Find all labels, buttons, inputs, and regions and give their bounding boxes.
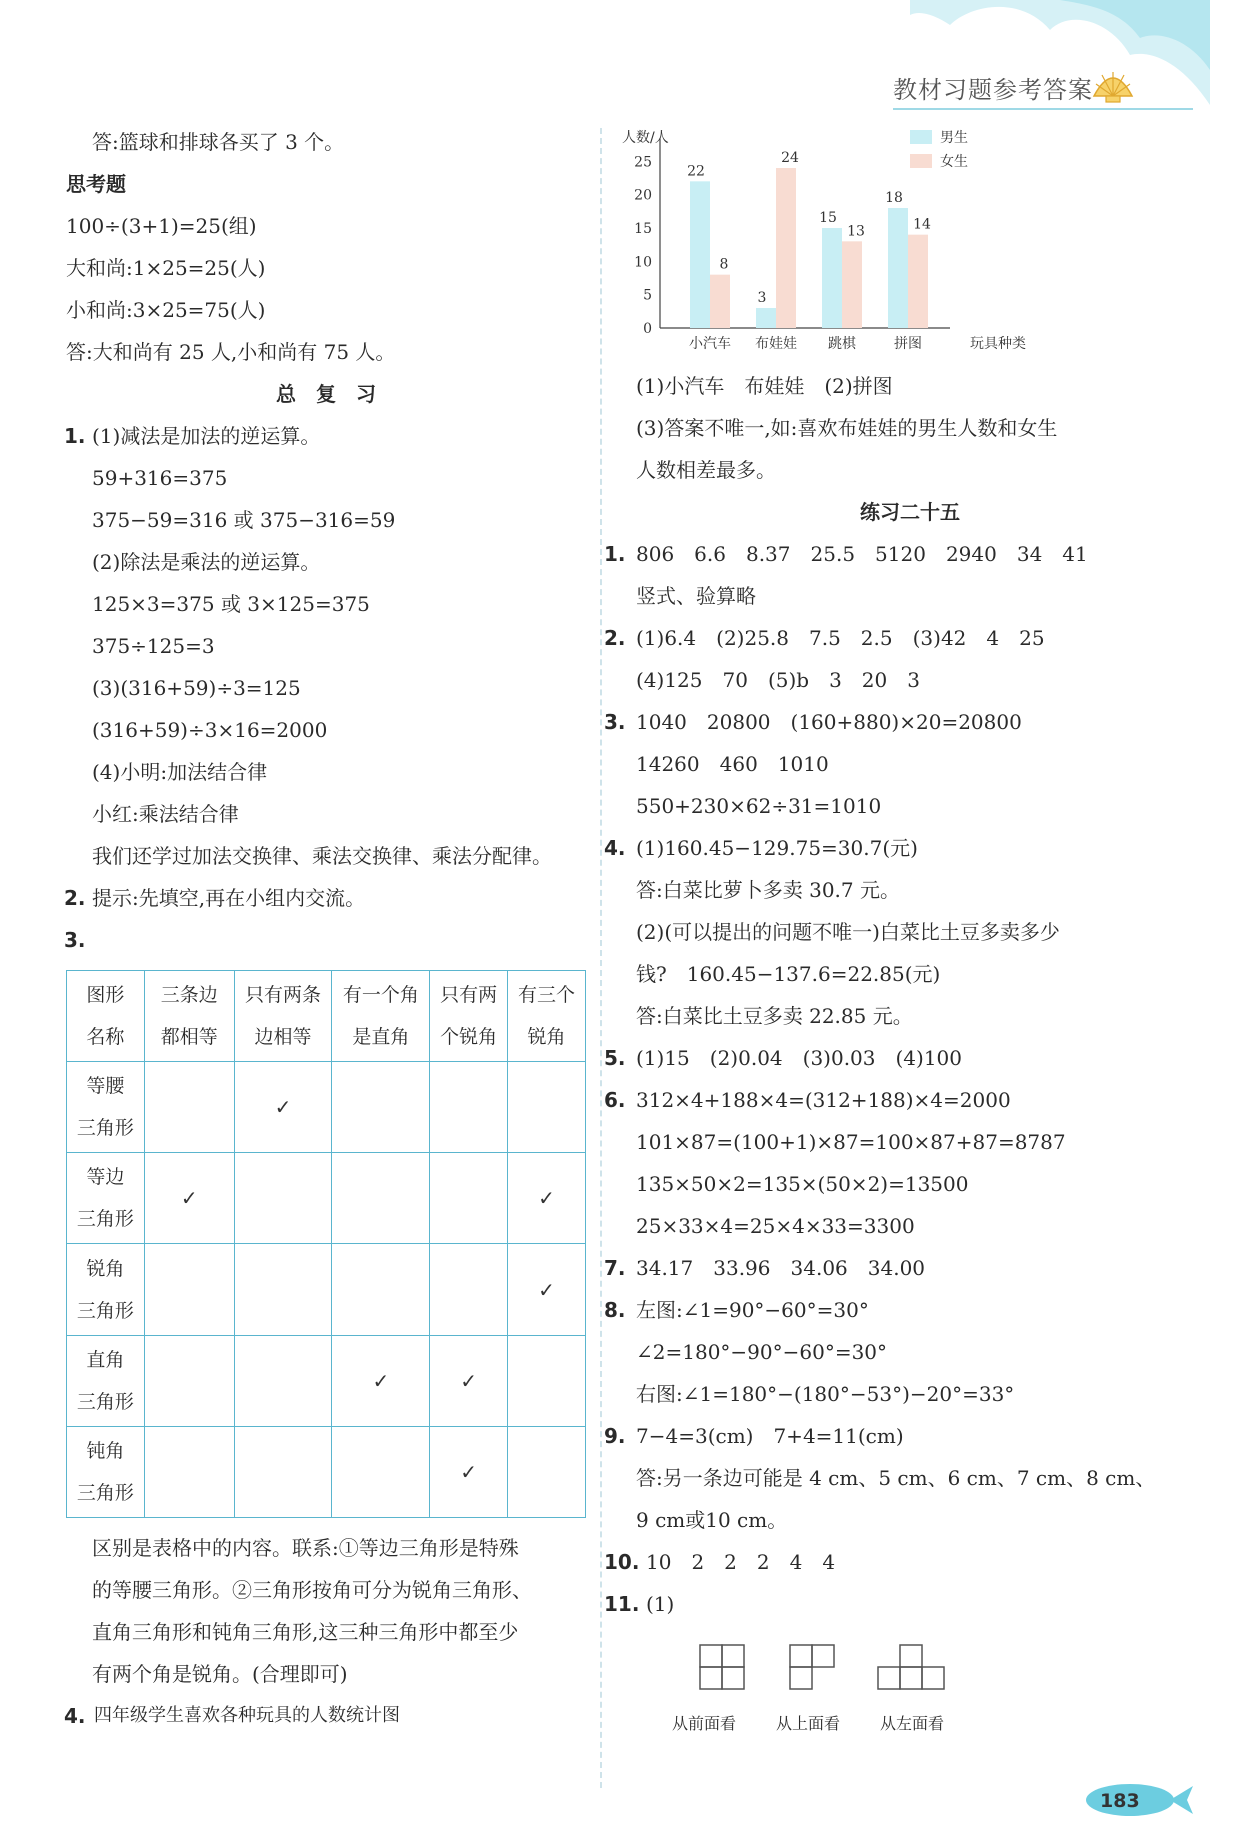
answer-line: 34.17 33.96 34.06 34.00 — [636, 1256, 926, 1280]
answer-line: ∠2=180°−90°−60°=30° — [636, 1340, 888, 1364]
question-number: 1. — [604, 542, 626, 566]
answer-line: 375÷125=3 — [92, 634, 215, 658]
answer-line: 375−59=316 或 375−316=59 — [92, 508, 396, 532]
column-divider — [600, 128, 602, 1788]
check-cell: ✓ — [430, 1335, 508, 1426]
section-heading-review: 总 复 习 — [276, 382, 376, 406]
bar-value-label: 22 — [687, 163, 705, 180]
answer-line: 我们还学过加法交换律、乘法交换律、乘法分配律。 — [92, 844, 552, 868]
y-tick-label: 0 — [643, 321, 652, 337]
view-label-left: 从左面看 — [880, 1714, 945, 1733]
bar-value-label: 18 — [885, 190, 903, 206]
check-cell — [234, 1335, 332, 1426]
bar-girls — [842, 241, 862, 328]
check-cell — [508, 1426, 586, 1517]
answer-line: (1)15 (2)0.04 (3)0.03 (4)100 — [636, 1046, 963, 1070]
answer-line: 135×50×2=135×(50×2)=13500 — [636, 1172, 969, 1196]
answer-line: 答:白菜比土豆多卖 22.85 元。 — [636, 1004, 913, 1028]
table-header-cell: 有三个 锐角 — [508, 971, 586, 1062]
check-cell — [234, 1426, 332, 1517]
check-cell — [332, 1062, 430, 1153]
bar-value-label: 3 — [757, 290, 767, 306]
y-tick-label: 20 — [634, 187, 652, 204]
check-cell: ✓ — [332, 1335, 430, 1426]
answer-line: 7−4=3(cm) 7+4=11(cm) — [636, 1424, 904, 1448]
x-tick-label: 跳棋 — [828, 336, 856, 352]
answer-line: 答:篮球和排球各买了 3 个。 — [92, 130, 345, 154]
answer-line: 312×4+188×4=(312+188)×4=2000 — [636, 1088, 1011, 1112]
answer-line: 14260 460 1010 — [636, 752, 829, 776]
answer-line: 提示:先填空,再在小组内交流。 — [92, 886, 366, 910]
bar-boys — [822, 228, 842, 328]
question-number: 9. — [604, 1424, 626, 1448]
header-underline — [893, 108, 1193, 110]
question-number: 11. — [604, 1592, 640, 1616]
answer-line: 竖式、验算略 — [636, 584, 756, 608]
table-row — [67, 1244, 586, 1335]
question-number: 5. — [604, 1046, 626, 1070]
question-number: 4. — [64, 1704, 86, 1728]
answer-line: 59+316=375 — [92, 466, 228, 490]
bar-girls — [776, 168, 796, 328]
question-number: 2. — [604, 626, 626, 650]
legend-swatch — [910, 130, 932, 144]
answer-line: 小和尚:3×25=75(人) — [66, 298, 266, 322]
legend-swatch — [910, 154, 932, 168]
question-number: 7. — [604, 1256, 626, 1280]
table-header-cell: 有一个角 是直角 — [332, 971, 430, 1062]
table-header-cell: 只有两 个锐角 — [430, 971, 508, 1062]
three-views-diagram — [690, 1625, 980, 1705]
view-label-top: 从上面看 — [776, 1714, 841, 1733]
bar-boys — [690, 181, 710, 328]
y-tick-label: 25 — [634, 154, 652, 171]
answer-line: 有两个角是锐角。(合理即可) — [92, 1662, 348, 1686]
bar-value-label: 15 — [819, 210, 837, 226]
row-name-cell: 锐角 三角形 — [67, 1244, 145, 1335]
front-view-shape — [700, 1645, 744, 1689]
bar-value-label: 14 — [913, 216, 931, 233]
table-row — [67, 1062, 586, 1153]
table-row — [67, 1335, 586, 1426]
question-number: 6. — [604, 1088, 626, 1112]
answer-line: (316+59)÷3×16=2000 — [92, 718, 328, 742]
answer-line: (2)(可以提出的问题不唯一)白菜比土豆多卖多少 — [636, 920, 1060, 944]
answer-line: 806 6.6 8.37 25.5 5120 2940 34 41 — [636, 542, 1088, 566]
answer-line: (4)125 70 (5)b 3 20 3 — [636, 668, 920, 692]
bar-value-label: 24 — [781, 150, 799, 166]
legend-label: 男生 — [940, 130, 968, 146]
check-cell — [144, 1426, 234, 1517]
answer-line: (1)160.45−129.75=30.7(元) — [636, 836, 918, 860]
answer-line: 钱? 160.45−137.6=22.85(元) — [636, 962, 941, 986]
answer-line: (1) — [646, 1592, 675, 1616]
check-cell: ✓ — [234, 1062, 332, 1153]
shell-icon — [1090, 66, 1136, 106]
page-number: 183 — [1100, 1790, 1140, 1812]
answer-line: 人数相差最多。 — [636, 458, 776, 482]
check-cell — [144, 1244, 234, 1335]
bar-girls — [710, 275, 730, 328]
answer-line: (2)除法是乘法的逆运算。 — [92, 550, 321, 574]
answer-line: 101×87=(100+1)×87=100×87+87=8787 — [636, 1130, 1066, 1154]
answer-line: 右图:∠1=180°−(180°−53°)−20°=33° — [636, 1382, 1015, 1406]
question-number: 10. — [604, 1550, 640, 1574]
check-cell — [234, 1153, 332, 1244]
answer-line: 125×3=375 或 3×125=375 — [92, 592, 370, 616]
row-name-cell: 等腰 三角形 — [67, 1062, 145, 1153]
check-cell — [332, 1153, 430, 1244]
answer-line: (3)答案不唯一,如:喜欢布娃娃的男生人数和女生 — [636, 416, 1058, 440]
header-title: 教材习题参考答案 — [893, 76, 1093, 104]
toy-preference-bar-chart — [620, 128, 1070, 368]
answer-line: (3)(316+59)÷3=125 — [92, 676, 301, 700]
answer-line: 550+230×62÷31=1010 — [636, 794, 882, 818]
answer-line: 答:大和尚有 25 人,小和尚有 75 人。 — [66, 340, 396, 364]
section-heading-exercise: 练习二十五 — [860, 500, 960, 524]
left-view-shape — [878, 1645, 944, 1689]
top-view-shape — [790, 1645, 834, 1689]
bar-value-label: 8 — [719, 256, 729, 273]
table-row — [67, 1153, 586, 1244]
answer-line: 25×33×4=25×4×33=3300 — [636, 1214, 915, 1238]
view-label-front: 从前面看 — [672, 1714, 737, 1733]
check-cell — [430, 1153, 508, 1244]
y-axis-label: 人数/人 — [622, 130, 669, 146]
answer-line: 左图:∠1=90°−60°=30° — [636, 1298, 869, 1322]
check-cell — [234, 1244, 332, 1335]
bar-boys — [756, 308, 776, 328]
answer-line: 的等腰三角形。②三角形按角可分为锐角三角形、 — [92, 1578, 532, 1602]
triangle-table — [66, 970, 586, 1518]
y-tick-label: 5 — [643, 287, 652, 304]
answer-line: 小红:乘法结合律 — [92, 802, 239, 826]
bar-value-label: 13 — [847, 223, 865, 240]
check-cell — [508, 1335, 586, 1426]
answer-line: (1)小汽车 布娃娃 (2)拼图 — [636, 374, 893, 398]
answer-line: (1)减法是加法的逆运算。 — [92, 424, 321, 448]
question-number: 4. — [604, 836, 626, 860]
table-header-cell: 只有两条 边相等 — [234, 971, 332, 1062]
y-tick-label: 10 — [634, 254, 652, 271]
bar-boys — [888, 208, 908, 328]
section-heading-think: 思考题 — [66, 172, 126, 196]
table-header-row — [67, 971, 586, 1062]
check-cell — [430, 1062, 508, 1153]
answer-line: 答:另一条边可能是 4 cm、5 cm、6 cm、7 cm、8 cm、 — [636, 1466, 1156, 1490]
x-tick-label: 小汽车 — [689, 336, 731, 352]
question-number: 1. — [64, 424, 86, 448]
answer-line: 直角三角形和钝角三角形,这三种三角形中都至少 — [92, 1620, 519, 1644]
answer-line: 区别是表格中的内容。联系:①等边三角形是特殊 — [92, 1536, 519, 1560]
y-tick-label: 15 — [634, 221, 652, 237]
check-cell — [332, 1426, 430, 1517]
x-tick-label: 布娃娃 — [755, 336, 797, 352]
check-cell — [144, 1062, 234, 1153]
table-row — [67, 1426, 586, 1517]
check-cell — [430, 1244, 508, 1335]
row-name-cell: 钝角 三角形 — [67, 1426, 145, 1517]
check-cell: ✓ — [430, 1426, 508, 1517]
check-cell: ✓ — [508, 1153, 586, 1244]
answer-line: 1040 20800 (160+880)×20=20800 — [636, 710, 1022, 734]
table-header-cell: 三条边 都相等 — [144, 971, 234, 1062]
answer-line: 10 2 2 2 4 4 — [646, 1550, 836, 1574]
chart-caption: 四年级学生喜欢各种玩具的人数统计图 — [94, 1705, 400, 1726]
table-header-cell: 图形 名称 — [67, 971, 145, 1062]
question-number: 2. — [64, 886, 86, 910]
check-cell: ✓ — [508, 1244, 586, 1335]
x-axis-label: 玩具种类 — [970, 336, 1026, 352]
row-name-cell: 直角 三角形 — [67, 1335, 145, 1426]
answer-line: 答:白菜比萝卜多卖 30.7 元。 — [636, 878, 900, 902]
check-cell — [332, 1244, 430, 1335]
question-number: 8. — [604, 1298, 626, 1322]
legend-label: 女生 — [940, 154, 968, 170]
check-cell — [144, 1335, 234, 1426]
row-name-cell: 等边 三角形 — [67, 1153, 145, 1244]
answer-line: 9 cm或10 cm。 — [636, 1508, 788, 1532]
bar-girls — [908, 235, 928, 328]
check-cell — [508, 1062, 586, 1153]
answer-line: (4)小明:加法结合律 — [92, 760, 268, 784]
check-cell: ✓ — [144, 1153, 234, 1244]
x-tick-label: 拼图 — [894, 336, 922, 352]
answer-line: 大和尚:1×25=25(人) — [66, 256, 266, 280]
answer-line: (1)6.4 (2)25.8 7.5 2.5 (3)42 4 25 — [636, 626, 1045, 650]
question-number: 3. — [604, 710, 626, 734]
question-number: 3. — [64, 928, 86, 952]
answer-line: 100÷(3+1)=25(组) — [66, 214, 257, 238]
